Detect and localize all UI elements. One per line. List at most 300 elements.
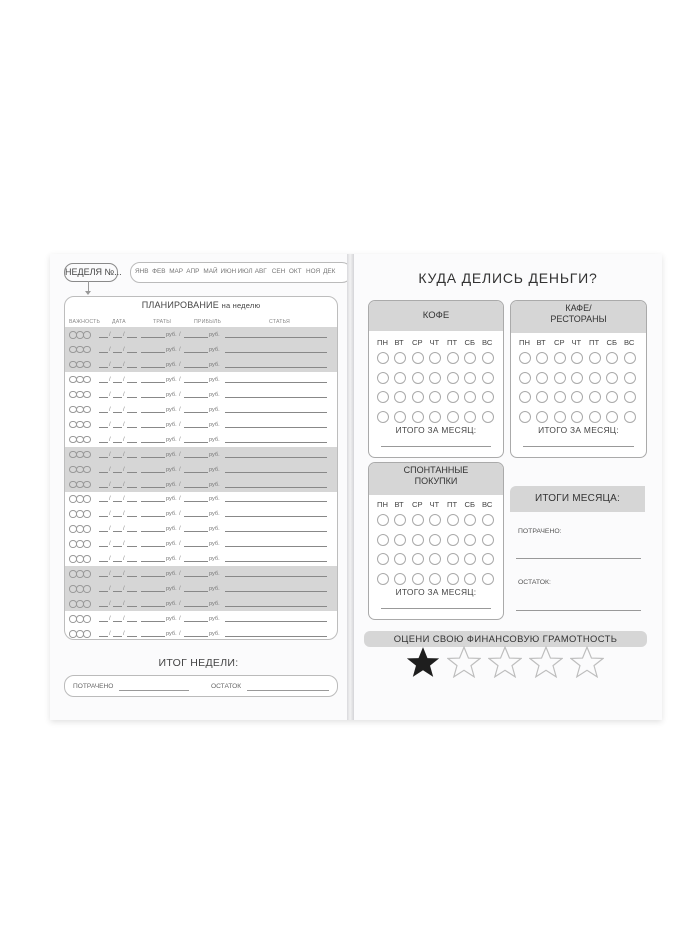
income-line[interactable] [184,472,208,473]
value-slash: / [179,436,181,443]
tracker-circle[interactable] [447,573,459,585]
tracker-circle[interactable] [429,534,441,546]
tracker-circle[interactable] [464,514,476,526]
category-line[interactable] [225,367,327,368]
income-line[interactable] [184,501,208,502]
month-9: СЕН [271,268,286,275]
planning-row [65,566,337,581]
importance-circle[interactable] [83,391,91,399]
date-day-line[interactable] [99,352,108,353]
tracker-circle[interactable] [429,553,441,565]
spontaneous-card-title-line2: ПОКУПКИ [414,476,458,486]
tracker-circle[interactable] [447,391,459,403]
date-day-line[interactable] [99,561,108,562]
date-slash: / [123,451,125,458]
planning-row [65,462,337,477]
tracker-circle[interactable] [482,411,494,423]
category-line[interactable] [225,531,327,532]
tracker-circle[interactable] [412,391,424,403]
income-line[interactable] [184,606,208,607]
category-line[interactable] [225,487,327,488]
date-month-line[interactable] [113,472,122,473]
category-line[interactable] [225,621,327,622]
column-header-importance: ВАЖНОСТЬ [69,319,101,325]
category-line[interactable] [225,427,327,428]
income-line[interactable] [184,531,208,532]
tracker-circle[interactable] [429,411,441,423]
importance-circle[interactable] [83,510,91,518]
date-year-line[interactable] [127,531,137,532]
date-slash: / [123,586,125,593]
date-year-line[interactable] [127,561,137,562]
tracker-circle[interactable] [536,391,548,403]
date-slash: / [123,346,125,353]
income-line[interactable] [184,412,208,413]
tracker-circle[interactable] [394,573,406,585]
tracker-circle[interactable] [554,352,566,364]
tracker-circle[interactable] [464,411,476,423]
expense-line[interactable] [141,352,165,353]
tracker-circle[interactable] [464,534,476,546]
tracker-circle[interactable] [554,391,566,403]
tracker-circle[interactable] [377,573,389,585]
date-day-line[interactable] [99,576,108,577]
category-line[interactable] [225,457,327,458]
date-year-line[interactable] [127,352,137,353]
importance-circle[interactable] [83,466,91,474]
day-label-1: ПН [377,338,388,347]
income-line[interactable] [184,591,208,592]
income-currency: руб. [209,481,220,488]
expense-line[interactable] [141,501,165,502]
income-line[interactable] [184,442,208,443]
tracker-circle[interactable] [589,352,601,364]
date-day-line[interactable] [99,501,108,502]
expense-line[interactable] [141,427,165,428]
income-currency: руб. [209,511,220,518]
importance-circle[interactable] [83,436,91,444]
date-year-line[interactable] [127,516,137,517]
tracker-circle[interactable] [589,372,601,384]
date-day-line[interactable] [99,516,108,517]
income-currency: руб. [209,391,220,398]
date-month-line[interactable] [113,621,122,622]
date-slash: / [109,436,111,443]
tracker-circle[interactable] [394,391,406,403]
category-line[interactable] [225,352,327,353]
income-line[interactable] [184,427,208,428]
spontaneous-card-header [369,463,503,495]
category-line[interactable] [225,606,327,607]
category-line[interactable] [225,576,327,577]
tracker-circle[interactable] [482,352,494,364]
income-line[interactable] [184,576,208,577]
importance-circle[interactable] [83,630,91,638]
importance-circle[interactable] [83,451,91,459]
date-month-line[interactable] [113,487,122,488]
date-year-line[interactable] [127,621,137,622]
expense-line[interactable] [141,531,165,532]
value-slash: / [179,511,181,518]
expense-line[interactable] [141,487,165,488]
category-line[interactable] [225,516,327,517]
tracker-circle[interactable] [606,391,618,403]
tracker-circle[interactable] [536,352,548,364]
expense-line[interactable] [141,516,165,517]
week-number-field: НЕДЕЛЯ №... [64,263,118,282]
category-line[interactable] [225,412,327,413]
tracker-circle[interactable] [571,372,583,384]
date-slash: / [123,361,125,368]
date-year-line[interactable] [127,606,137,607]
importance-circle[interactable] [83,525,91,533]
date-slash: / [123,556,125,563]
date-year-line[interactable] [127,472,137,473]
date-year-line[interactable] [127,487,137,488]
income-currency: руб. [209,616,220,623]
value-slash: / [179,541,181,548]
date-day-line[interactable] [99,487,108,488]
category-line[interactable] [225,636,327,637]
date-day-line[interactable] [99,531,108,532]
tracker-circle[interactable] [554,372,566,384]
date-year-line[interactable] [127,337,137,338]
date-month-line[interactable] [113,516,122,517]
tracker-circle[interactable] [482,391,494,403]
expense-currency: руб. [166,332,177,338]
tracker-circle[interactable] [482,372,494,384]
expense-currency: руб. [166,601,177,608]
tracker-circle[interactable] [519,352,531,364]
tracker-circle[interactable] [447,534,459,546]
tracker-circle[interactable] [412,534,424,546]
income-line[interactable] [184,487,208,488]
tracker-circle[interactable] [536,411,548,423]
tracker-circle[interactable] [412,411,424,423]
importance-circle[interactable] [83,421,91,429]
date-month-line[interactable] [113,352,122,353]
row-shading [65,342,337,357]
tracker-circle[interactable] [447,514,459,526]
tracker-circle[interactable] [606,411,618,423]
tracker-circle[interactable] [377,534,389,546]
income-line[interactable] [184,621,208,622]
category-line[interactable] [225,472,327,473]
date-year-line[interactable] [127,546,137,547]
date-month-line[interactable] [113,546,122,547]
tracker-circle[interactable] [571,411,583,423]
date-month-line[interactable] [113,531,122,532]
tracker-circle[interactable] [429,391,441,403]
tracker-circle[interactable] [394,411,406,423]
tracker-circle[interactable] [554,411,566,423]
tracker-circle[interactable] [606,352,618,364]
expense-line[interactable] [141,382,165,383]
tracker-circle[interactable] [394,553,406,565]
tracker-circle[interactable] [429,372,441,384]
tracker-circle[interactable] [519,372,531,384]
tracker-circle[interactable] [377,514,389,526]
category-line[interactable] [225,501,327,502]
date-month-line[interactable] [113,367,122,368]
importance-circle[interactable] [83,600,91,608]
expense-line[interactable] [141,397,165,398]
day-label-7: ВС [482,338,493,347]
expense-line[interactable] [141,606,165,607]
date-day-line[interactable] [99,621,108,622]
tracker-circle[interactable] [447,553,459,565]
expense-currency: руб. [166,631,177,637]
expense-line[interactable] [141,576,165,577]
expense-line[interactable] [141,337,165,338]
tracker-circle[interactable] [624,391,636,403]
income-currency: руб. [209,346,220,353]
coffee-card-total: ИТОГО ЗА МЕСЯЦ: [395,425,477,435]
date-month-line[interactable] [113,576,122,577]
cafe-card-header [511,301,646,333]
date-slash: / [123,496,125,503]
tracker-circle[interactable] [464,553,476,565]
expense-line[interactable] [141,442,165,443]
date-slash: / [109,526,111,533]
date-day-line[interactable] [99,337,108,338]
income-line[interactable] [184,367,208,368]
tracker-circle[interactable] [429,514,441,526]
category-line[interactable] [225,591,327,592]
income-line[interactable] [184,397,208,398]
importance-circle[interactable] [83,376,91,384]
date-month-line[interactable] [113,591,122,592]
date-year-line[interactable] [127,442,137,443]
date-year-line[interactable] [127,382,137,383]
day-label-1: ПН [519,338,530,347]
importance-circle[interactable] [83,615,91,623]
importance-circle[interactable] [83,540,91,548]
coffee-card-total-line [381,446,491,447]
tracker-circle[interactable] [464,352,476,364]
tracker-circle[interactable] [394,352,406,364]
importance-circle[interactable] [83,585,91,593]
date-year-line[interactable] [127,397,137,398]
importance-circle[interactable] [83,361,91,369]
income-line[interactable] [184,546,208,547]
date-day-line[interactable] [99,427,108,428]
date-year-line[interactable] [127,367,137,368]
date-month-line[interactable] [113,442,122,443]
expense-currency: руб. [166,346,177,353]
tracker-circle[interactable] [624,372,636,384]
date-day-line[interactable] [99,591,108,592]
date-slash: / [123,511,125,518]
day-label-4: ЧТ [571,338,582,347]
expense-currency: руб. [166,436,177,443]
tracker-circle[interactable] [412,514,424,526]
expense-line[interactable] [141,546,165,547]
income-line[interactable] [184,382,208,383]
tracker-circle[interactable] [624,411,636,423]
tracker-circle[interactable] [377,553,389,565]
tracker-circle[interactable] [482,514,494,526]
category-line[interactable] [225,561,327,562]
date-day-line[interactable] [99,636,108,637]
expense-currency: руб. [166,616,177,623]
date-year-line[interactable] [127,457,137,458]
tracker-circle[interactable] [589,411,601,423]
date-month-line[interactable] [113,382,122,383]
expense-line[interactable] [141,412,165,413]
income-currency: руб. [209,406,220,413]
importance-circle[interactable] [83,346,91,354]
tracker-circle[interactable] [394,514,406,526]
date-year-line[interactable] [127,576,137,577]
category-line[interactable] [225,337,327,338]
tracker-circle[interactable] [571,391,583,403]
income-line[interactable] [184,561,208,562]
tracker-circle[interactable] [482,553,494,565]
income-line[interactable] [184,337,208,338]
tracker-circle[interactable] [624,352,636,364]
tracker-circle[interactable] [519,411,531,423]
star-empty-icon[interactable] [529,646,563,678]
expense-line[interactable] [141,457,165,458]
date-day-line[interactable] [99,382,108,383]
star-empty-icon[interactable] [447,646,481,678]
month-2: ФЕВ [152,268,166,275]
tracker-circle[interactable] [412,573,424,585]
date-slash: / [123,481,125,488]
importance-circle[interactable] [83,481,91,489]
date-month-line[interactable] [113,427,122,428]
expense-line[interactable] [141,591,165,592]
week-summary-title: ИТОГ НЕДЕЛИ: [158,657,239,669]
date-day-line[interactable] [99,412,108,413]
tracker-circle[interactable] [377,352,389,364]
income-line[interactable] [184,352,208,353]
tracker-circle[interactable] [412,352,424,364]
expense-currency: руб. [166,421,177,428]
date-day-line[interactable] [99,546,108,547]
importance-circle[interactable] [83,331,91,339]
expense-currency: руб. [166,586,177,593]
category-line[interactable] [225,397,327,398]
date-slash: / [109,571,111,578]
expense-line[interactable] [141,561,165,562]
tracker-circle[interactable] [447,411,459,423]
importance-circle[interactable] [83,555,91,563]
tracker-circle[interactable] [447,372,459,384]
tracker-circle[interactable] [377,411,389,423]
expense-line[interactable] [141,621,165,622]
expense-line[interactable] [141,367,165,368]
tracker-circle[interactable] [394,534,406,546]
date-day-line[interactable] [99,367,108,368]
tracker-circle[interactable] [394,372,406,384]
tracker-circle[interactable] [482,573,494,585]
income-currency: руб. [209,601,220,608]
date-day-line[interactable] [99,472,108,473]
expense-currency: руб. [166,571,177,578]
tracker-circle[interactable] [377,391,389,403]
planning-row [65,506,337,521]
date-slash: / [109,376,111,383]
date-year-line[interactable] [127,636,137,637]
importance-circle[interactable] [83,495,91,503]
tracker-circle[interactable] [571,352,583,364]
date-day-line[interactable] [99,457,108,458]
date-day-line[interactable] [99,397,108,398]
expense-line[interactable] [141,472,165,473]
planning-title-sub: на неделю [221,301,261,310]
tracker-circle[interactable] [589,391,601,403]
date-year-line[interactable] [127,427,137,428]
date-month-line[interactable] [113,606,122,607]
importance-circle[interactable] [83,406,91,414]
cafe-card-total: ИТОГО ЗА МЕСЯЦ: [538,425,619,435]
category-line[interactable] [225,442,327,443]
date-slash: / [123,631,125,637]
income-line[interactable] [184,636,208,637]
planning-row [65,611,337,626]
date-month-line[interactable] [113,412,122,413]
tracker-circle[interactable] [464,573,476,585]
tracker-circle[interactable] [482,534,494,546]
income-line[interactable] [184,457,208,458]
date-slash: / [123,466,125,473]
tracker-circle[interactable] [464,372,476,384]
expense-line[interactable] [141,636,165,637]
tracker-circle[interactable] [412,553,424,565]
date-year-line[interactable] [127,591,137,592]
row-shading [65,566,337,581]
value-slash: / [179,601,181,608]
date-year-line[interactable] [127,412,137,413]
star-empty-icon[interactable] [488,646,522,678]
tracker-circle[interactable] [429,352,441,364]
row-shading [65,596,337,611]
tracker-circle[interactable] [412,372,424,384]
date-month-line[interactable] [113,337,122,338]
date-year-line[interactable] [127,501,137,502]
date-day-line[interactable] [99,442,108,443]
tracker-circle[interactable] [377,372,389,384]
tracker-circle[interactable] [464,391,476,403]
value-slash: / [179,376,181,383]
expense-currency: руб. [166,376,177,383]
tracker-circle[interactable] [536,372,548,384]
date-month-line[interactable] [113,501,122,502]
tracker-circle[interactable] [429,573,441,585]
star-filled-icon[interactable] [406,646,440,678]
category-line[interactable] [225,382,327,383]
date-month-line[interactable] [113,397,122,398]
months-strip [130,262,347,283]
income-line[interactable] [184,516,208,517]
planning-row [65,327,337,342]
star-empty-icon[interactable] [570,646,604,678]
tracker-circle[interactable] [606,372,618,384]
category-line[interactable] [225,546,327,547]
date-month-line[interactable] [113,636,122,637]
date-month-line[interactable] [113,561,122,562]
value-slash: / [179,586,181,593]
date-day-line[interactable] [99,606,108,607]
importance-circle[interactable] [83,570,91,578]
income-currency: руб. [209,466,220,473]
tracker-circle[interactable] [447,352,459,364]
tracker-circle[interactable] [519,391,531,403]
day-label-3: СР [554,338,565,347]
date-month-line[interactable] [113,457,122,458]
